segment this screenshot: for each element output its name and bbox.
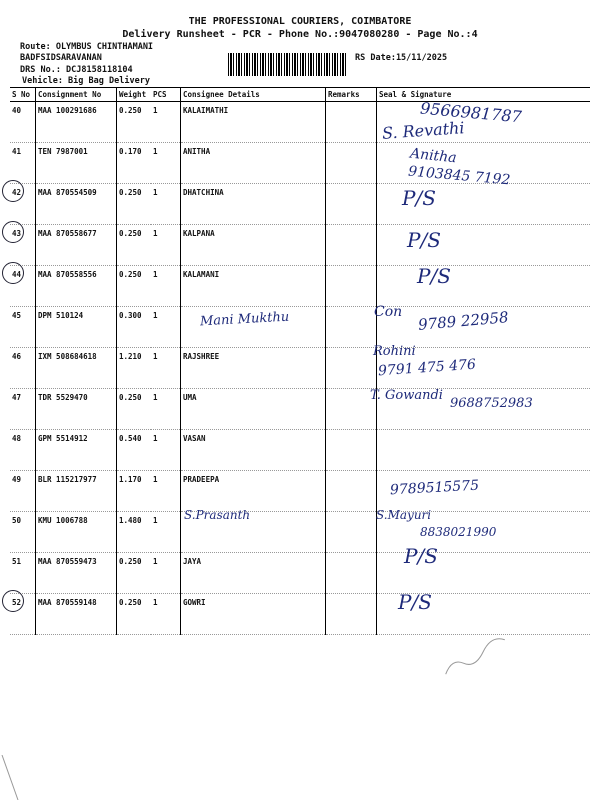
row-remarks	[326, 430, 377, 471]
col-weight: Weight	[117, 88, 152, 102]
row-consignment: MAA 870558677	[36, 225, 117, 266]
handwritten-signature: Rohini	[373, 344, 416, 359]
col-pcs: PCS	[151, 88, 181, 102]
handwritten-phone: 9103845 7192	[407, 163, 511, 189]
row-consignment: TEN 7987001	[36, 143, 117, 184]
col-consignee: Consignee Details	[181, 88, 326, 102]
row-pcs: 1	[151, 348, 181, 389]
row-remarks	[326, 225, 377, 266]
row-consignee: ANITHA	[181, 143, 326, 184]
rs-date: RS Date:15/11/2025	[355, 53, 448, 63]
row-consignee: VASAN	[181, 430, 326, 471]
row-sno: 43	[10, 225, 36, 266]
row-sno: 46	[10, 348, 36, 389]
table-row	[10, 512, 590, 553]
row-consignment: MAA 870554509	[36, 184, 117, 225]
handwritten-phone: 9791 475 476	[377, 356, 477, 380]
row-pcs: 1	[151, 553, 181, 594]
row-remarks	[326, 594, 377, 635]
row-weight: 0.250	[117, 553, 152, 594]
circle-mark	[2, 221, 24, 243]
row-sno: 50	[10, 512, 36, 553]
table-row	[10, 225, 590, 266]
row-sno: 44	[10, 266, 36, 307]
handwritten-signature: Con	[374, 304, 403, 320]
handwritten-phone: 9688752983	[450, 396, 533, 411]
row-consignment: MAA 870559148	[36, 594, 117, 635]
barcode-image	[228, 53, 346, 76]
row-remarks	[326, 102, 377, 143]
row-signature	[377, 266, 591, 307]
handwritten-ps: P/S	[407, 228, 441, 252]
handwritten-signature: T. Gowandi	[370, 388, 443, 403]
row-weight: 1.480	[117, 512, 152, 553]
row-weight: 0.250	[117, 594, 152, 635]
vehicle-label: Vehicle: Big Bag Delivery	[22, 76, 150, 86]
handwritten-ps: P/S	[402, 186, 436, 210]
row-consignment: BLR 115217977	[36, 471, 117, 512]
row-pcs: 1	[151, 266, 181, 307]
row-consignee: UMA	[181, 389, 326, 430]
handwritten-phone: 8838021990	[420, 525, 497, 539]
row-remarks	[326, 143, 377, 184]
row-sno: 48	[10, 430, 36, 471]
row-pcs: 1	[151, 143, 181, 184]
row-remarks	[326, 266, 377, 307]
row-weight: 0.250	[117, 266, 152, 307]
row-consignee: PRADEEPA	[181, 471, 326, 512]
row-sno: 41	[10, 143, 36, 184]
row-weight: 0.300	[117, 307, 152, 348]
row-sno: 47	[10, 389, 36, 430]
row-remarks	[326, 184, 377, 225]
row-remarks	[326, 471, 377, 512]
row-weight: 0.540	[117, 430, 152, 471]
row-sno: 49	[10, 471, 36, 512]
handwritten-signature: S.Prasanth	[184, 508, 251, 522]
circle-mark	[2, 262, 24, 284]
row-consignee: KALAMANI	[181, 266, 326, 307]
col-consignment: Consignment No	[36, 88, 117, 102]
row-pcs: 1	[151, 594, 181, 635]
row-consignment: KMU 1006788	[36, 512, 117, 553]
row-consignee: JAYA	[181, 553, 326, 594]
handwritten-ps: P/S	[404, 544, 438, 568]
row-pcs: 1	[151, 102, 181, 143]
row-remarks	[326, 553, 377, 594]
table-header-row	[10, 88, 590, 102]
row-consignment: DPM 510124	[36, 307, 117, 348]
row-consignment: GPM 5514912	[36, 430, 117, 471]
row-consignment: TDR 5529470	[36, 389, 117, 430]
row-weight: 0.170	[117, 143, 152, 184]
row-consignee: GOWRI	[181, 594, 326, 635]
row-pcs: 1	[151, 430, 181, 471]
handwritten-phone: 9566981787	[419, 98, 523, 127]
row-weight: 0.250	[117, 225, 152, 266]
row-consignment: IXM 508684618	[36, 348, 117, 389]
row-weight: 0.250	[117, 102, 152, 143]
handwritten-phone: 9789 22958	[417, 308, 510, 334]
table-row	[10, 553, 590, 594]
table-row	[10, 348, 590, 389]
corner-line-mark	[0, 755, 20, 800]
table-row	[10, 184, 590, 225]
circle-mark	[2, 180, 24, 202]
row-pcs: 1	[151, 389, 181, 430]
row-signature	[377, 430, 591, 471]
circle-mark	[2, 590, 24, 612]
col-sno: S No	[10, 88, 36, 102]
runsheet-title: Delivery Runsheet - PCR - Phone No.:9047080280 - Page No.:4	[122, 29, 478, 40]
row-weight: 0.250	[117, 389, 152, 430]
drs-number: DRS No.: DCJ8158118104	[20, 65, 133, 75]
row-pcs: 1	[151, 471, 181, 512]
handwritten-ps: P/S	[417, 264, 451, 288]
row-consignment: MAA 870559473	[36, 553, 117, 594]
row-remarks	[326, 389, 377, 430]
table-row	[10, 430, 590, 471]
row-sno: 52	[10, 594, 36, 635]
handwritten-signature: Mani Mukthu	[199, 309, 290, 330]
row-weight: 0.250	[117, 184, 152, 225]
row-weight: 1.210	[117, 348, 152, 389]
row-sno: 51	[10, 553, 36, 594]
col-seal-signature: Seal & Signature	[377, 88, 591, 102]
row-consignee: DHATCHINA	[181, 184, 326, 225]
row-consignment: MAA 870558556	[36, 266, 117, 307]
row-sno: 45	[10, 307, 36, 348]
row-remarks	[326, 512, 377, 553]
row-sno: 42	[10, 184, 36, 225]
row-sno: 40	[10, 102, 36, 143]
table-row	[10, 471, 590, 512]
handwritten-phone: 9789515575	[389, 477, 480, 499]
handwritten-ps: P/S	[398, 590, 432, 614]
handwritten-signature: Anitha	[409, 145, 458, 167]
row-consignee: RAJSHREE	[181, 348, 326, 389]
handwritten-signature: S.Mayuri	[376, 508, 432, 522]
row-consignee: KALPANA	[181, 225, 326, 266]
handwritten-signature: S. Revathi	[381, 118, 466, 143]
company-name: THE PROFESSIONAL COURIERS, COIMBATORE	[188, 16, 412, 27]
row-remarks	[326, 348, 377, 389]
route-label: Route: OLYMBUS CHINTHAMANI	[20, 42, 154, 52]
row-weight: 1.170	[117, 471, 152, 512]
row-pcs: 1	[151, 225, 181, 266]
faint-scribble	[438, 633, 513, 678]
row-consignee: KALAIMATHI	[181, 102, 326, 143]
table-row	[10, 266, 590, 307]
row-pcs: 1	[151, 307, 181, 348]
staff-name: BADFSIDSARAVANAN	[20, 53, 102, 63]
runsheet-table	[10, 87, 590, 635]
col-remarks: Remarks	[326, 88, 377, 102]
row-pcs: 1	[151, 512, 181, 553]
row-remarks	[326, 307, 377, 348]
row-pcs: 1	[151, 184, 181, 225]
table-row	[10, 594, 590, 635]
row-consignment: MAA 100291686	[36, 102, 117, 143]
